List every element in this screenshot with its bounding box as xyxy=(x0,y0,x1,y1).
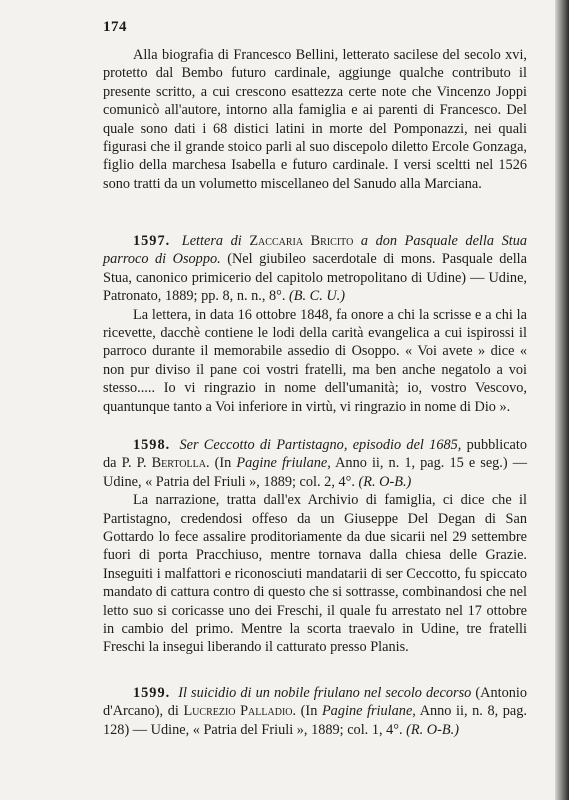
intro-paragraph xyxy=(103,46,527,193)
entry-title-part2: a don Pasquale della Stua parroco di Osoppo. xyxy=(103,233,528,268)
entry-number: 1598. xyxy=(133,437,171,453)
entry-citation-a: (In xyxy=(214,455,232,472)
entry-1597-body: La lettera, in data 16 ottobre 1848, fa onore a chi la scrisse e a chi la ricevette, dacchè contiene le lodi della carità evangelica a cui ispirossi il parroco durante il memorabile assedio di Osoppo. « Voi avete » dice « non pur diviso il pane coi vostri fratelli, ma ben anche negatolo a voi stesso..... Io vi ringrazio in nome dell'umanità; io, vostro Vescovo, quantunque tanto a Voi inferiore in virtù, vi ringrazio in nome di Dio ». xyxy=(103,306,527,415)
entry-number: 1599. xyxy=(133,685,171,701)
entry-number: 1597. xyxy=(133,233,171,249)
entry-citation: (Nel giubileo sacerdotale di mons. Pasquale della Stua, canonico primicerio del capitolo metropolitano di Udine) — Udine, Patronato, 1889; pp. 8, n. n., 8°. xyxy=(103,251,527,305)
entry-journal: Pagine friulane, xyxy=(236,455,331,472)
entry-1597-heading xyxy=(103,232,527,306)
entry-location: (R. O-B.) xyxy=(358,473,412,490)
entry-citation-a: (In xyxy=(300,703,318,720)
entry-title: Il suicidio di un nobile friulano nel secolo decorso xyxy=(178,685,472,701)
page-edge-shadow xyxy=(555,0,569,800)
entry-1598 xyxy=(103,436,527,657)
entry-author: Zaccaria Bricito xyxy=(249,233,354,249)
entry-citation-b: Anno ii, n. 1, pag. 15 e seg.) — Udine, « Patria del Friuli », 1889; col. 2, 4°. xyxy=(103,455,528,490)
entry-after-title: pubblicato da P. P. xyxy=(103,437,528,472)
entry-1597 xyxy=(103,232,527,416)
entry-citation-b: Anno ii, n. 8, pag. 128) — Udine, « Patria del Friuli », 1889; col. 1, 4°. xyxy=(103,703,527,738)
entry-1599 xyxy=(103,684,527,739)
entry-author: Bertolla. xyxy=(151,455,210,472)
intro-text: Alla biografia di Francesco Bellini, letterato sacilese del secolo xvi, protetto dal Bembo futuro cardinale, aggiunge qualche contributo il presente scritto, a cui crescono esattezza certe note che Vincenzo Joppi comunicò all'autore, intorno alla famiglia e ai parenti di Francesco. Del quale sono dati i 68 distici latini in morte del Pomponazzi, nei quali figurasi che il grande stoico parli al suo discepolo diletto Ercole Gonzaga, figlio della marchesa Isabella e futuro cardinale. I versi sceltti nel 1526 sono tratti da un volumetto miscellaneo del Sanudo alla Marciana. xyxy=(103,47,527,192)
entry-title: Ser Ceccotto di Partistagno, episodio del 1685, xyxy=(179,437,462,453)
entry-author: Lucrezio Palladio. xyxy=(183,703,297,720)
entry-1599-heading xyxy=(103,684,527,739)
entry-title-part1: Lettera di xyxy=(181,233,242,249)
entry-after-title: (Antonio d'Arcano), di xyxy=(103,685,527,720)
entry-1598-body: La narrazione, tratta dall'ex Archivio di famiglia, ci dice che il Partistagno, credendosi offeso da un Giuseppe Del Degan di San Gottardo lo fece assalire proditoriamente da due sicarii nel 29 settembre fuori di porta Pracchiuso, mentre tornava dalla chiesa delle Grazie. Inseguiti i malfattori e riconosciuti mandatarii di ser Ceccotto, fu spiccato mandato di cattura contro di questo che si sottrasse, combinandosi che nel letto suo si coricasse uno dei Freschi, il quale fu arrestato nel 17 ottobre in cambio del primo. Mentre la scorta traevalo in Udine, tre fratelli Freschi la insegui liberando il catturato presso Planis. xyxy=(103,492,527,656)
page-number: 174 xyxy=(103,19,127,35)
entry-location: (R. O-B.) xyxy=(406,721,459,738)
entry-1598-heading xyxy=(103,436,527,491)
entry-journal: Pagine friulane, xyxy=(321,703,416,720)
entry-location: (B. C. U.) xyxy=(289,288,346,305)
